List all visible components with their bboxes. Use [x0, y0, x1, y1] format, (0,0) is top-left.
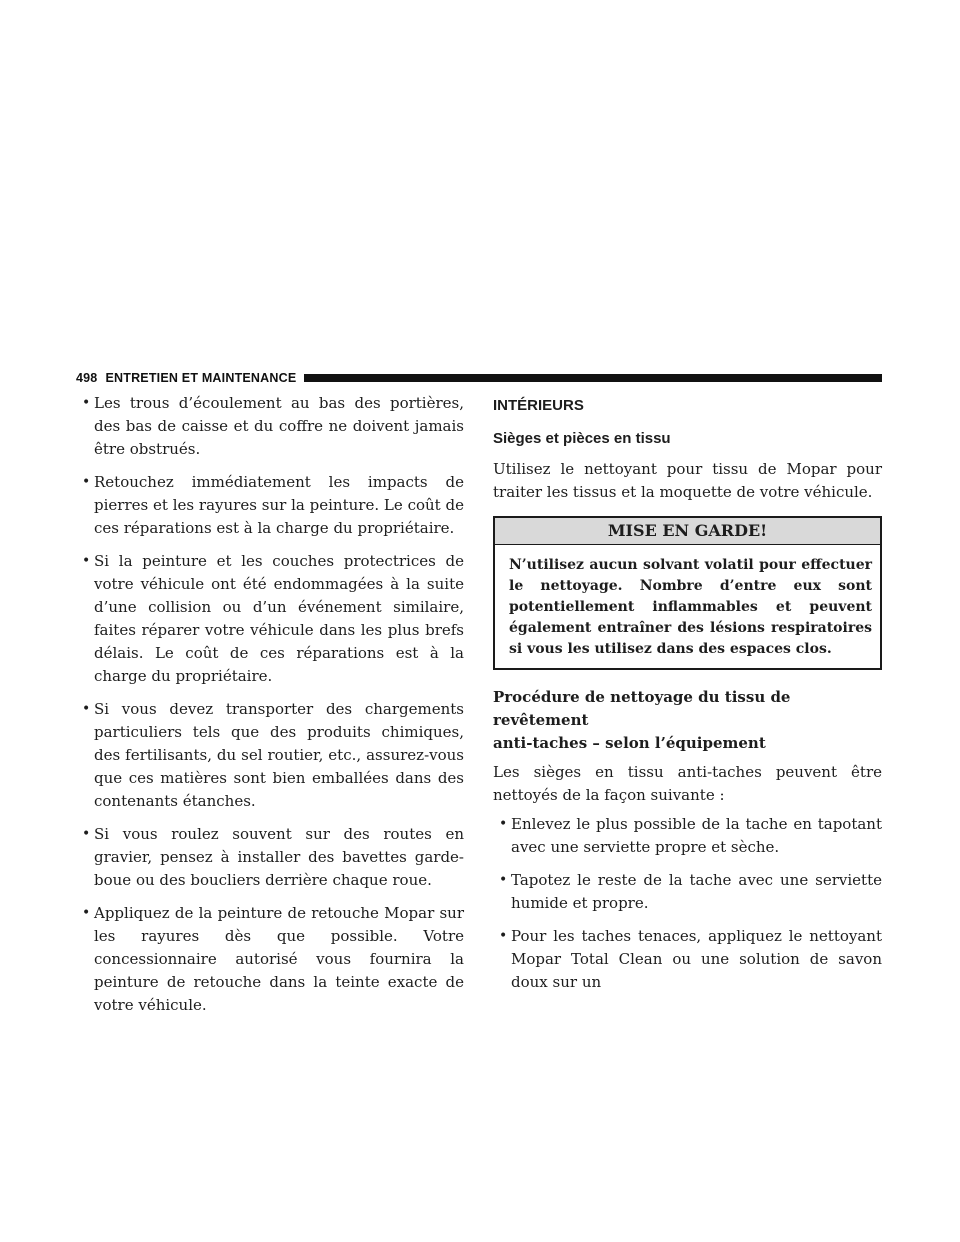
- list-item-text: Si vous roulez souvent sur des routes en gravier, pensez à installer des bavettes garde-boue ou des boucliers derrière chaque roue.: [94, 825, 464, 889]
- section-title: ENTRETIEN ET MAINTENANCE: [105, 371, 297, 385]
- bullet-icon: •: [82, 905, 91, 921]
- bullet-icon: •: [499, 816, 508, 832]
- procedure-title-line: Procédure de nettoyage du tissu de revêtement: [493, 688, 791, 729]
- bullet-icon: •: [499, 928, 508, 944]
- right-column: [493, 392, 882, 1004]
- list-item: [76, 471, 464, 540]
- list-item-text: Si vous devez transporter des chargements particuliers tels que des produits chimiques, des fertilisants, du sel routier, etc., assurez-vous que ces matières sont bien emballées dans des contenants étanches.: [94, 700, 464, 810]
- list-item: [493, 813, 882, 859]
- procedure-intro: Les sièges en tissu anti-taches peuvent être nettoyés de la façon suivante :: [493, 763, 882, 804]
- bullet-icon: •: [82, 474, 91, 490]
- list-item: [76, 392, 464, 461]
- bullet-icon: •: [82, 826, 91, 842]
- subsection-heading: Sièges et pièces en tissu: [493, 430, 671, 447]
- list-item-text: Enlevez le plus possible de la tache en tapotant avec une serviette propre et sèche.: [511, 815, 882, 856]
- list-item-text: Si la peinture et les couches protectrices de votre véhicule ont été endommagées à la suite d’une collision ou d’un événement similaire, faites réparer votre véhicule dans les plus brefs délais. Le coût de ces réparations est à la charge du propriétaire.: [94, 552, 464, 685]
- bullet-icon: •: [82, 701, 91, 717]
- bullet-icon: •: [82, 553, 91, 569]
- procedure-title-line: anti-taches – selon l’équipement: [493, 734, 766, 752]
- intro-paragraph: Utilisez le nettoyant pour tissu de Mopar pour traiter les tissus et la moquette de votre véhicule.: [493, 460, 882, 501]
- list-item-text: Retouchez immédiatement les impacts de pierres et les rayures sur la peinture. Le coût de ces réparations est à la charge du propriétaire.: [94, 473, 464, 537]
- section-heading: INTÉRIEURS: [493, 397, 584, 414]
- list-item-text: Les trous d’écoulement au bas des portières, des bas de caisse et du coffre ne doivent jamais être obstrués.: [94, 394, 464, 458]
- list-item: [493, 925, 882, 994]
- warning-title: MISE EN GARDE!: [495, 518, 880, 545]
- bullet-icon: •: [82, 395, 91, 411]
- list-item: [493, 869, 882, 915]
- list-item: [76, 550, 464, 688]
- warning-box: [493, 516, 882, 670]
- list-item: [76, 823, 464, 892]
- page-number: 498: [76, 371, 98, 385]
- bullet-icon: •: [499, 872, 508, 888]
- list-item: [76, 902, 464, 1017]
- procedure-title: [493, 686, 882, 755]
- header-rule: [304, 374, 882, 382]
- list-item-text: Appliquez de la peinture de retouche Mopar sur les rayures dès que possible. Votre concessionnaire autorisé vous fournira la peinture de retouche dans la teinte exacte de votre véhicule.: [94, 904, 464, 1014]
- list-item: [76, 698, 464, 813]
- left-column: [76, 392, 464, 1027]
- list-item-text: Tapotez le reste de la tache avec une serviette humide et propre.: [511, 871, 882, 912]
- page-header: [76, 370, 882, 386]
- warning-text: N’utilisez aucun solvant volatil pour effectuer le nettoyage. Nombre d’entre eux sont potentiellement inflammables et peuvent également entraîner des lésions respiratoires si vous les utilisez dans des espaces clos.: [509, 557, 872, 657]
- list-item-text: Pour les taches tenaces, appliquez le nettoyant Mopar Total Clean ou une solution de savon doux sur un: [511, 927, 882, 991]
